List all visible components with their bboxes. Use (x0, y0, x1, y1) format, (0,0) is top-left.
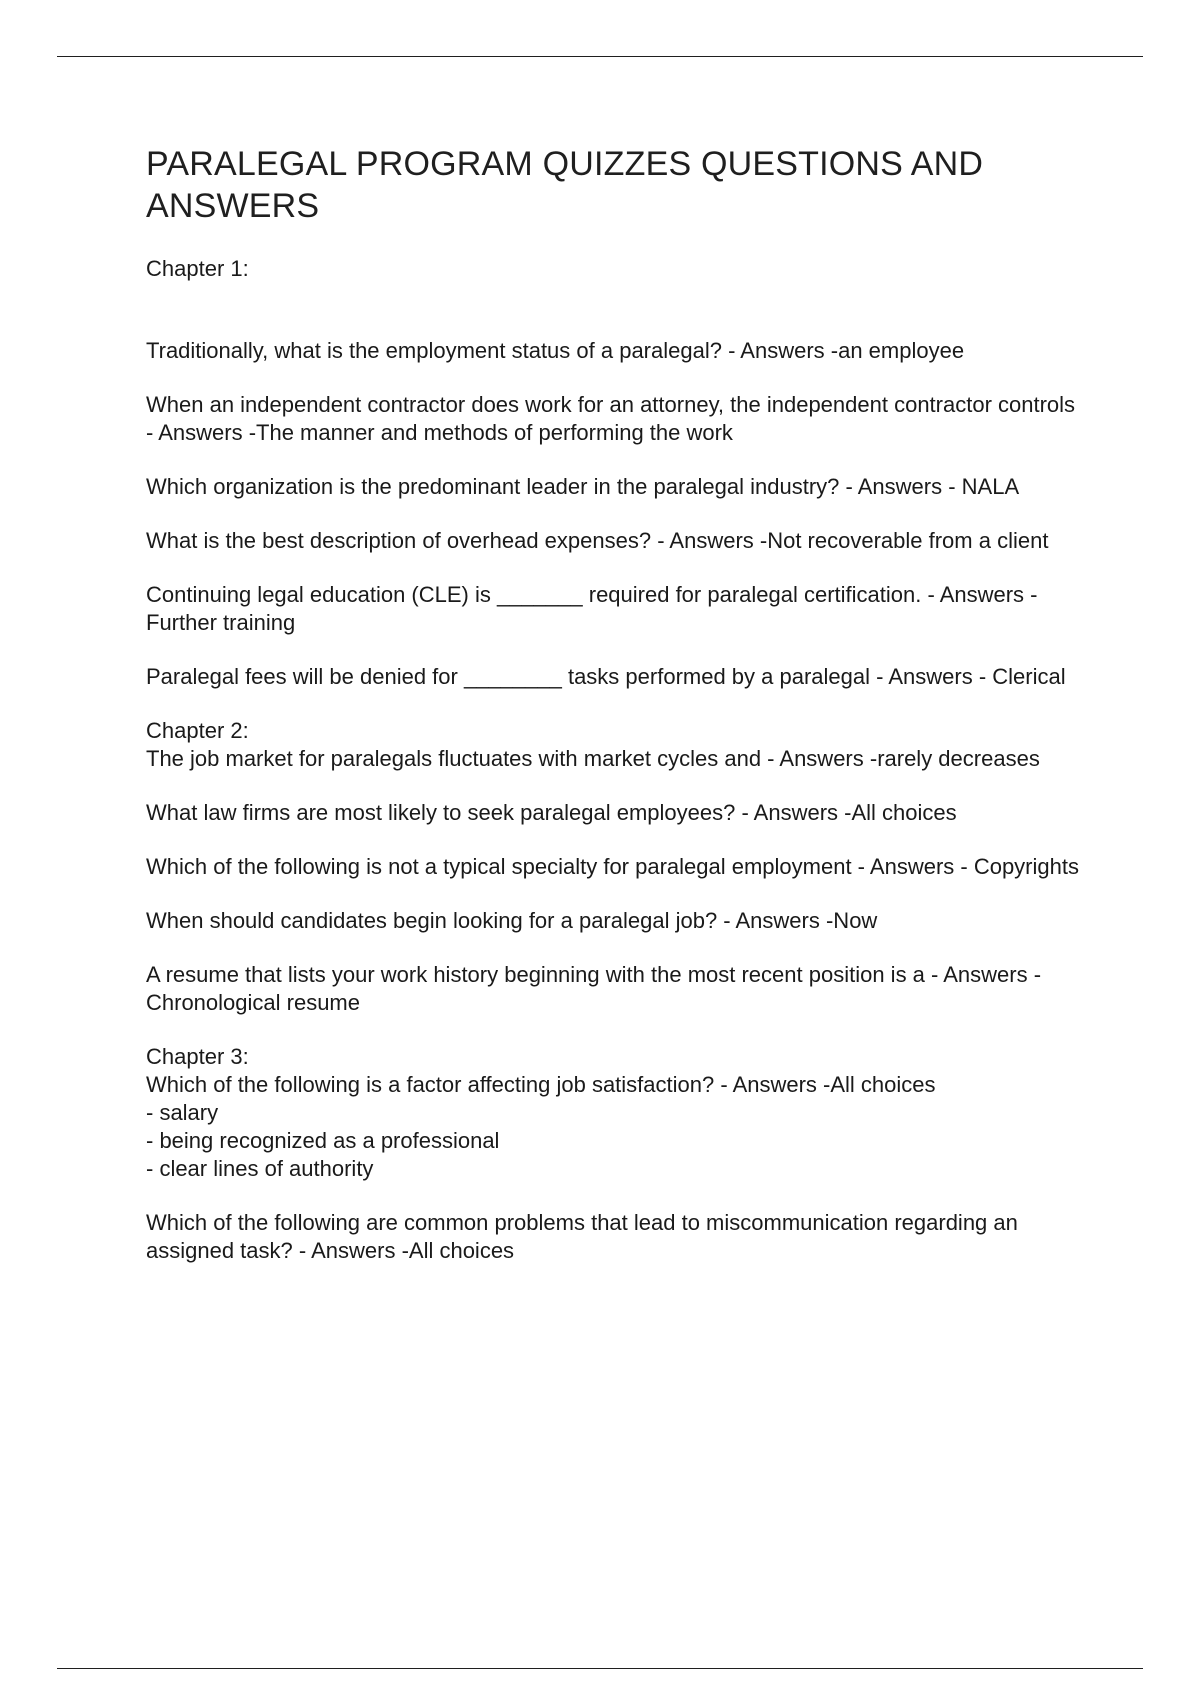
page-title: PARALEGAL PROGRAM QUIZZES QUESTIONS AND ANSWERS (146, 145, 984, 225)
chapter-3-heading: Chapter 3: (146, 1044, 249, 1069)
qa-item: Which of the following is not a typical specialty for paralegal employment - Answers - Copyrights (146, 854, 1079, 879)
qa-item: When should candidates begin looking for a paralegal job? - Answers -Now (146, 908, 878, 933)
list-item: - salary (146, 1100, 219, 1125)
qa-item: What law firms are most likely to seek paralegal employees? - Answers -All choices (146, 800, 957, 825)
bottom-rule (57, 1668, 1143, 1669)
chapter-1-heading: Chapter 1: (146, 256, 249, 281)
qa-item: Which organization is the predominant leader in the paralegal industry? - Answers - NALA (146, 474, 1020, 499)
qa-item: What is the best description of overhead expenses? - Answers -Not recoverable from a client (146, 528, 1049, 553)
list-item: - clear lines of authority (146, 1156, 374, 1181)
chapter-2-heading: Chapter 2: (146, 718, 249, 743)
qa-item: Continuing legal education (CLE) is _______ required for paralegal certification. - Answers -Further training (146, 582, 1038, 635)
answer-options-list (146, 1099, 1086, 1183)
top-rule (57, 56, 1143, 57)
qa-item: Which of the following is a factor affecting job satisfaction? - Answers -All choices (146, 1072, 936, 1097)
qa-item: When an independent contractor does work for an attorney, the independent contractor controls - Answers -The manner and methods of performing the work (146, 392, 1076, 445)
qa-item: A resume that lists your work history beginning with the most recent position is a - Answers -Chronological resume (146, 962, 1042, 1015)
qa-item: The job market for paralegals fluctuates with market cycles and - Answers -rarely decreases (146, 746, 1040, 771)
list-item: - being recognized as a professional (146, 1128, 500, 1153)
qa-item: Paralegal fees will be denied for ________ tasks performed by a paralegal - Answers - Clerical (146, 664, 1066, 689)
page-content (146, 143, 1086, 1291)
qa-item: Which of the following are common problems that lead to miscommunication regarding an assigned task? - Answers -All choices (146, 1210, 1018, 1263)
qa-item: Traditionally, what is the employment status of a paralegal? - Answers -an employee (146, 338, 965, 363)
